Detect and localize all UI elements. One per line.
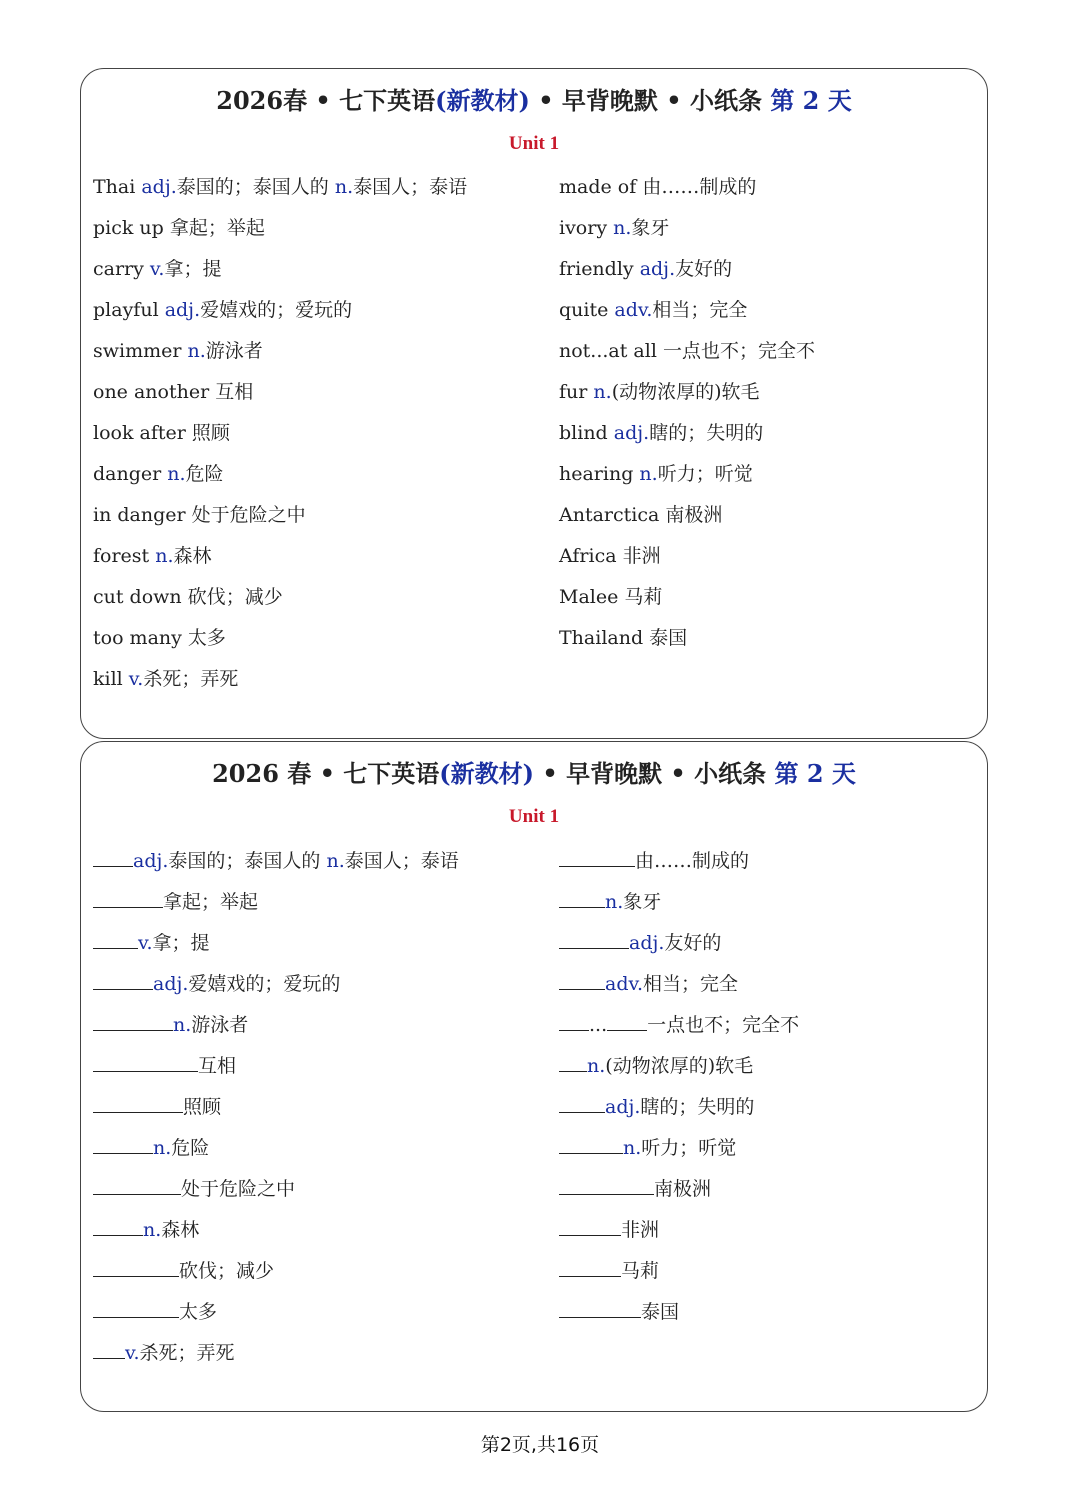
part-of-speech: n. <box>639 463 658 485</box>
chinese-meaning: 砍伐；减少 <box>179 1260 275 1282</box>
chinese-meaning: 一点也不；完全不 <box>647 1014 800 1036</box>
chinese-meaning: 瞎的；失明的 <box>640 1096 755 1118</box>
left-column <box>93 171 467 704</box>
part-of-speech: n. <box>623 1137 642 1159</box>
english-word: kill <box>93 668 129 690</box>
chinese-meaning: 由……制成的 <box>642 176 757 198</box>
answer-blank[interactable] <box>93 844 133 867</box>
unit-heading: Unit 1 <box>508 806 560 827</box>
card-title: 2026春 • 七下英语(新教材) • 早背晚默 • 小纸条 第 2 天 <box>216 86 852 115</box>
vocab-row <box>559 622 815 663</box>
quiz-row <box>93 967 459 1008</box>
part-of-speech: n. <box>334 176 354 198</box>
answer-blank[interactable] <box>559 1254 621 1277</box>
chinese-meaning: 瞎的；失明的 <box>649 422 764 444</box>
answer-blank[interactable] <box>93 1131 153 1154</box>
chinese-meaning: 南极洲 <box>654 1178 712 1200</box>
vocab-row <box>559 171 815 212</box>
english-word: danger <box>93 463 168 485</box>
part-of-speech: adj. <box>639 258 676 280</box>
chinese-meaning: 一点也不；完全不 <box>662 340 815 362</box>
answer-blank[interactable] <box>93 1172 181 1195</box>
quiz-row <box>93 1295 459 1336</box>
answer-blank[interactable] <box>93 1213 143 1236</box>
chinese-meaning: 拿；提 <box>152 932 210 954</box>
english-word: Malee <box>559 586 625 608</box>
quiz-row <box>93 926 459 967</box>
chinese-meaning: 处于危险之中 <box>191 504 306 526</box>
quiz-row <box>559 967 799 1008</box>
answer-blank[interactable] <box>93 1090 183 1113</box>
chinese-meaning: 太多 <box>187 627 226 649</box>
answer-blank[interactable] <box>93 1008 173 1031</box>
vocab-row <box>559 581 815 622</box>
quiz-row <box>559 1008 799 1049</box>
chinese-meaning: (动物浓厚的)软毛 <box>605 1055 754 1077</box>
vocab-row <box>93 171 467 212</box>
english-word: quite <box>559 299 615 321</box>
chinese-meaning: 处于危险之中 <box>181 1178 296 1200</box>
part-of-speech: n. <box>143 1219 162 1241</box>
quiz-row <box>559 885 799 926</box>
vocab-row <box>93 212 467 253</box>
vocab-row <box>93 581 467 622</box>
chinese-meaning: 泰国人；泰语 <box>344 850 459 872</box>
chinese-meaning: 象牙 <box>631 217 670 239</box>
vocab-row <box>559 417 815 458</box>
part-of-speech: v. <box>149 258 165 280</box>
quiz-row <box>559 1295 799 1336</box>
part-of-speech: v. <box>138 932 153 954</box>
vocab-row <box>559 335 815 376</box>
vocab-row <box>559 253 815 294</box>
chinese-meaning: 游泳者 <box>191 1014 249 1036</box>
vocab-card-quiz <box>80 741 988 1412</box>
vocab-row <box>93 376 467 417</box>
vocab-row <box>93 622 467 663</box>
quiz-row <box>93 1213 459 1254</box>
english-word: too many <box>93 627 188 649</box>
vocab-row <box>559 540 815 581</box>
answer-blank[interactable] <box>559 1295 641 1318</box>
quiz-row <box>559 1049 799 1090</box>
answer-blank[interactable] <box>93 885 163 908</box>
vocab-row <box>93 253 467 294</box>
part-of-speech: adj. <box>133 850 169 872</box>
chinese-meaning: 爱嬉戏的；爱玩的 <box>188 973 341 995</box>
part-of-speech: n. <box>593 381 612 403</box>
quiz-row <box>559 1090 799 1131</box>
english-word: playful <box>93 299 165 321</box>
part-of-speech: n. <box>173 1014 192 1036</box>
chinese-meaning: 砍伐；减少 <box>187 586 283 608</box>
chinese-meaning: 泰国的；泰国人的 <box>168 850 327 872</box>
chinese-meaning: 照顾 <box>191 422 230 444</box>
english-word: pick up <box>93 217 170 239</box>
chinese-meaning: 相当；完全 <box>643 973 739 995</box>
vocab-row <box>93 417 467 458</box>
unit-heading: Unit 1 <box>508 133 560 154</box>
part-of-speech: adv. <box>614 299 653 321</box>
answer-blank[interactable] <box>93 1049 198 1072</box>
english-word: made of <box>559 176 643 198</box>
chinese-meaning: 南极洲 <box>665 504 723 526</box>
part-of-speech: adj. <box>613 422 650 444</box>
answer-blank[interactable] <box>93 1336 125 1359</box>
english-word: hearing <box>559 463 640 485</box>
answer-blank[interactable] <box>93 1254 179 1277</box>
chinese-meaning: 杀死；弄死 <box>139 1342 235 1364</box>
chinese-meaning: 泰国人；泰语 <box>353 176 468 198</box>
vocab-row <box>559 499 815 540</box>
part-of-speech: adj. <box>164 299 201 321</box>
quiz-row <box>559 1172 799 1213</box>
chinese-meaning: 马莉 <box>624 586 663 608</box>
vocab-row <box>559 458 815 499</box>
chinese-meaning: 太多 <box>179 1301 218 1323</box>
english-word: carry <box>93 258 150 280</box>
part-of-speech: n. <box>155 545 174 567</box>
english-word: fur <box>559 381 594 403</box>
part-of-speech: adj. <box>605 1096 641 1118</box>
english-word: in danger <box>93 504 192 526</box>
english-word: blind <box>559 422 614 444</box>
answer-blank[interactable] <box>559 926 629 949</box>
chinese-meaning: 友好的 <box>675 258 733 280</box>
answer-blank[interactable] <box>559 844 635 867</box>
vocab-row <box>93 540 467 581</box>
vocab-row <box>559 376 815 417</box>
quiz-row <box>559 1131 799 1172</box>
chinese-meaning: 照顾 <box>183 1096 222 1118</box>
answer-blank[interactable] <box>559 1090 605 1113</box>
part-of-speech: n. <box>587 1055 606 1077</box>
answer-blank[interactable] <box>93 926 138 949</box>
quiz-row <box>93 885 459 926</box>
vocab-row <box>93 335 467 376</box>
part-of-speech: n. <box>187 340 206 362</box>
vocab-row <box>93 663 467 704</box>
quiz-row <box>93 1090 459 1131</box>
chinese-meaning: 互相 <box>215 381 254 403</box>
chinese-meaning: 拿；提 <box>164 258 222 280</box>
chinese-meaning: 友好的 <box>664 932 722 954</box>
quiz-row <box>93 1008 459 1049</box>
vocab-card-answers <box>80 68 988 739</box>
page-number: 第2页,共16页 <box>480 1434 600 1456</box>
answer-blank[interactable] <box>93 1295 179 1318</box>
chinese-meaning: 爱嬉戏的；爱玩的 <box>200 299 353 321</box>
answer-blank[interactable] <box>559 885 605 908</box>
chinese-meaning: 森林 <box>161 1219 200 1241</box>
answer-blank[interactable] <box>559 1131 623 1154</box>
part-of-speech: n. <box>605 891 624 913</box>
english-word: not...at all <box>559 340 663 362</box>
english-word: friendly <box>559 258 640 280</box>
english-word: Antarctica <box>559 504 666 526</box>
english-word: cut down <box>93 586 188 608</box>
chinese-meaning: 危险 <box>171 1137 210 1159</box>
part-of-speech: adj. <box>153 973 189 995</box>
chinese-meaning: 泰国的；泰国人的 <box>176 176 335 198</box>
part-of-speech: v. <box>128 668 144 690</box>
chinese-meaning: 非洲 <box>621 1219 660 1241</box>
quiz-row <box>559 1254 799 1295</box>
chinese-meaning: 泰国 <box>641 1301 680 1323</box>
quiz-row <box>559 844 799 885</box>
english-word: forest <box>93 545 156 567</box>
english-word: one another <box>93 381 216 403</box>
chinese-meaning: 危险 <box>185 463 224 485</box>
quiz-row <box>93 1254 459 1295</box>
vocab-row <box>559 294 815 335</box>
vocab-row <box>93 458 467 499</box>
part-of-speech: n. <box>613 217 632 239</box>
chinese-meaning: 杀死；弄死 <box>143 668 239 690</box>
chinese-meaning: 拿起；举起 <box>169 217 265 239</box>
quiz-row <box>559 1213 799 1254</box>
chinese-meaning: 听力；听觉 <box>641 1137 737 1159</box>
vocab-row <box>559 212 815 253</box>
chinese-meaning: (动物浓厚的)软毛 <box>611 381 760 403</box>
english-word: Thai <box>93 176 142 198</box>
answer-blank[interactable] <box>559 1049 587 1072</box>
right-column <box>559 844 799 1336</box>
chinese-meaning: 听力；听觉 <box>657 463 753 485</box>
part-of-speech: v. <box>125 1342 140 1364</box>
quiz-row <box>93 1049 459 1090</box>
chinese-meaning: 泰国 <box>649 627 688 649</box>
chinese-meaning: 拿起；举起 <box>163 891 259 913</box>
english-word: ivory <box>559 217 614 239</box>
chinese-meaning: 相当；完全 <box>652 299 748 321</box>
chinese-meaning: 象牙 <box>623 891 662 913</box>
quiz-row <box>93 1131 459 1172</box>
left-column <box>93 844 459 1377</box>
part-of-speech: adv. <box>605 973 644 995</box>
part-of-speech: adj. <box>141 176 177 198</box>
english-word: Africa <box>559 545 623 567</box>
quiz-row <box>93 1172 459 1213</box>
part-of-speech: n. <box>153 1137 172 1159</box>
answer-blank[interactable] <box>559 1213 621 1236</box>
part-of-speech: n. <box>326 850 345 872</box>
answer-blank[interactable] <box>559 967 605 990</box>
vocab-row <box>93 294 467 335</box>
chinese-meaning: 互相 <box>198 1055 237 1077</box>
english-word: swimmer <box>93 340 188 362</box>
chinese-meaning: 马莉 <box>621 1260 660 1282</box>
card-title: 2026 春 • 七下英语(新教材) • 早背晚默 • 小纸条 第 2 天 <box>212 759 856 788</box>
answer-blank[interactable] <box>607 1008 647 1031</box>
chinese-meaning: 由……制成的 <box>635 850 750 872</box>
answer-blank[interactable] <box>93 967 153 990</box>
quiz-row <box>559 926 799 967</box>
blank-separator: ... <box>589 1014 608 1036</box>
chinese-meaning: 非洲 <box>622 545 661 567</box>
english-word: look after <box>93 422 192 444</box>
quiz-row <box>93 1336 459 1377</box>
chinese-meaning: 森林 <box>173 545 212 567</box>
english-word: Thailand <box>559 627 650 649</box>
part-of-speech: n. <box>167 463 186 485</box>
answer-blank[interactable] <box>559 1172 654 1195</box>
part-of-speech: adj. <box>629 932 665 954</box>
right-column <box>559 171 815 663</box>
answer-blank[interactable] <box>559 1008 589 1031</box>
vocab-row <box>93 499 467 540</box>
quiz-row <box>93 844 459 885</box>
chinese-meaning: 游泳者 <box>205 340 263 362</box>
